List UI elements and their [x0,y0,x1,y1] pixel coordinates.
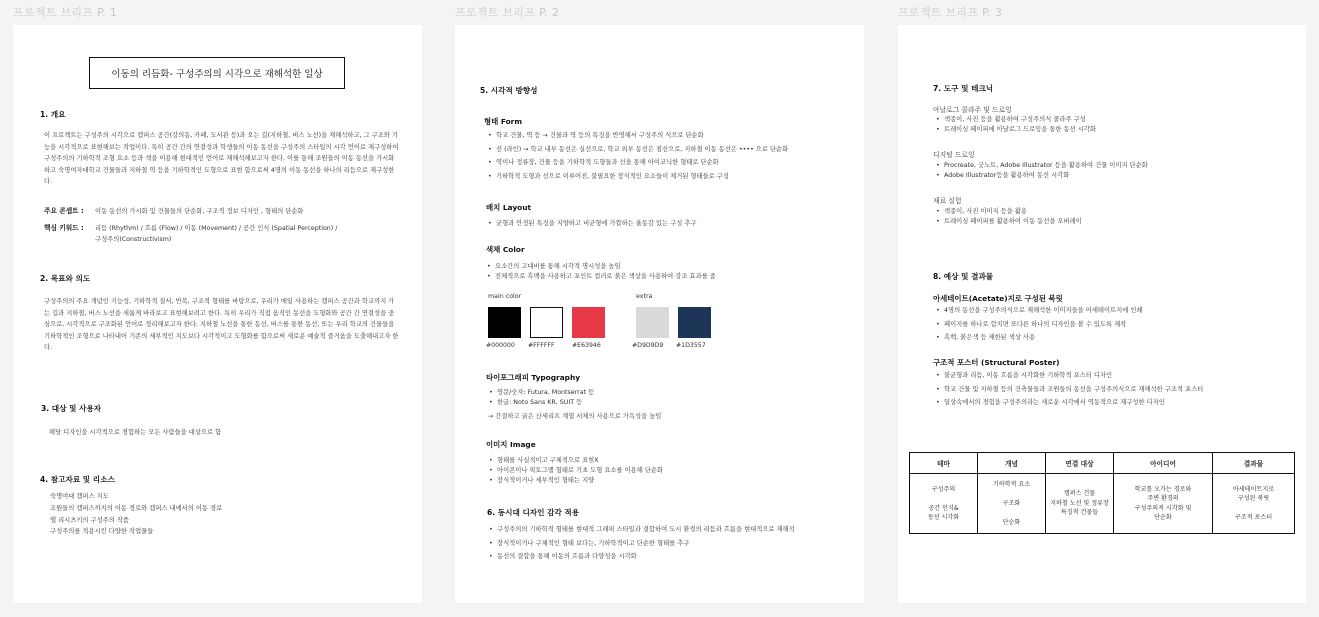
layout-heading: 배치 Layout [486,203,532,212]
list-item: • 균형과 안정된 특징을 지양하고 비균형에 가깝하는 율동감 있는 구성 추구 [487,217,697,231]
analog-list [935,115,1096,135]
brief-page-3[interactable] [898,25,1306,603]
table-cell: 구성주의 공간 인식& 동선 시각화 [910,474,978,534]
list-item: • 학교 건물 및 지하철 등의 건축물들과 조원들의 동선을 구성주의식으로 재해석한 구조적 포스터 [935,383,1203,397]
section-2-heading: 2. 목표와 의도 [40,274,91,283]
list-item: • 4명의 동선을 구성주의식으로 재해석한 이미지들을 아세테이트지에 인쇄 [935,304,1143,318]
image-heading: 이미지 Image [486,440,536,449]
table-row [910,474,1295,534]
swatch-navy [678,307,711,338]
swatch-black [488,307,521,338]
table-cell: 아세테이트지로 구성된 북릿 구조적 포스터 [1213,474,1295,534]
brief-page-2[interactable] [455,25,864,603]
poster-list [935,369,1203,410]
section-8-heading: 8. 예상 및 결과물 [933,272,994,281]
layout-list [487,217,697,231]
keywords-key: 핵심 키워드 : [44,224,84,232]
keywords-line-2: 구성주의(Constructivism) [95,236,172,243]
digital-list [935,161,1148,181]
analog-heading: 아날로그 콜라주 및 드로잉 [933,106,1012,114]
list-item: • 한글: Noto Sans KR, SUIT 등 [488,398,594,408]
table-header-cell: 아이디어 [1114,453,1213,474]
table-header-cell: 연결 대상 [1046,453,1114,474]
list-item: • 색종이, 사진 이미지 등을 활용 [935,207,1082,217]
list-item: • 페이지를 하나로 합치면 또다른 하나의 디자인을 볼 수 있도록 제작 [935,318,1143,332]
reference-item: 조원들의 캠퍼스까지의 이동 경로와 캠퍼스 내에서의 이동 경로 [50,505,223,512]
list-item: • 영문/숫자: Futura, Montserrat 등 [488,388,594,398]
main-concept-key: 주요 콘셉트 : [44,207,84,215]
table-cell: 학교를 오가는 경로와 주변 환경의 구성주의적 시각화 및 단순화 [1114,474,1213,534]
swatch-hex-label: #FFFFFF [528,342,555,349]
swatch-hex-label: #E63946 [572,342,601,349]
page-label-1: 프로젝트 브리프 P. 1 [13,6,118,19]
section-7-heading: 7. 도구 및 테크닉 [933,84,994,93]
reference-item: 구성주의를 적용시킨 다양한 작업물들 [50,528,154,535]
list-item: • 흑백, 붉은색 등 제한된 색상 사용 [935,331,1143,345]
swatch-hex-label: #D9D9D9 [632,342,664,349]
form-list [487,129,788,183]
acetate-list [935,304,1143,345]
list-item: • 트레이싱 페이퍼를 활용하여 이동 동선을 오버레이 [935,217,1082,227]
list-item: • 요소간의 고대비를 통해 시각적 명시성을 높임 [486,262,716,272]
material-list [935,207,1082,227]
swatch-white [530,307,563,338]
section-3-heading: 3. 대상 및 사용자 [41,404,102,413]
list-item: • Procreate, 굿노트, Adobe Illustrator 등을 활용하여 건물 이미지 단순화 [935,161,1148,171]
typography-note: → 간결하고 굵은 산세리프 계열 서체의 사용으로 가독성을 높임 [488,413,662,420]
table-header-cell: 결과물 [1213,453,1295,474]
digital-heading: 디지털 드로잉 [933,151,975,159]
structural-poster-heading: 구조적 포스터 (Structural Poster) [933,358,1060,367]
section-6-list [488,523,795,564]
table-header-row [910,453,1295,474]
section-3-body: 해당 디자인을 시각적으로 경험하는 모든 사람들을 대상으로 함 [49,429,222,436]
list-item: • 장식적이거나 세부적인 형태는 지양 [488,476,663,486]
document-title: 이동의 리듬화- 구성주의의 시각으로 재해석한 일상 [89,57,345,89]
summary-table [909,452,1295,534]
list-item: • 동선의 결합을 통해 이동의 흐름과 다양성을 시각화 [488,550,795,564]
form-heading: 형태 Form [484,117,523,126]
list-item: • 전체적으로 흑백을 사용하고 포인트 컬러로 붉은 색상을 사용하여 강조 효과를 줌 [486,272,716,282]
section-4-heading: 4. 참고자료 및 리소스 [40,475,115,484]
table-cell: 캠퍼스 건물 지하철 노선 및 정류장 특징적 건물들 [1046,474,1114,534]
swatch-red [572,307,605,338]
color-heading: 색채 Color [486,245,525,254]
list-item: • 학교 건물, 역 등 → 건물과 역 등의 특징을 반영해서 구성주의 식으로 단순화 [487,129,788,143]
list-item: • 트레이싱 페이퍼에 아날로그 드로잉을 통한 동선 시각화 [935,125,1096,135]
list-item: • 구성주의의 기하학적 형태를 현대적 그래픽 스타일과 결합하여 도시 환경의 리듬과 흐름을 현대적으로 재해석 [488,523,795,537]
list-item: • 일상속에서의 경험을 구성주의라는 새로운 시각에서 역동적으로 재구성한 디자인 [935,396,1203,410]
table-header-cell: 개념 [978,453,1046,474]
list-item: • 형태를 사실적이고 구체적으로 표현X [488,456,663,466]
table-header-cell: 테마 [910,453,978,474]
page-label-3: 프로젝트 브리프 P. 3 [898,6,1003,19]
color-list [486,262,716,282]
extra-color-label: extra [636,293,653,300]
typography-list [488,388,594,408]
reference-item: 숙명여대 캠퍼스 지도 [50,493,109,500]
list-item: • 기하학적 도형과 선으로 이루어진, 불필요한 장식적인 요소들이 제거된 형태들로 구성 [487,170,788,184]
material-heading: 재료 실험 [933,197,962,205]
keywords-line-1: 리듬 (Rhythm) / 흐름 (Flow) / 이동 (Movement) / 공간 인식 (Spatial Perception) / [95,225,338,232]
swatch-gray [636,307,669,338]
list-item: • 선 (라인) → 학교 내부 동선은 실선으로, 학교 외부 동선은 점선으로, 지하철 이동 동선은 •••• 으로 단순화 [487,143,788,157]
acetate-booklet-heading: 아세테이트(Acetate)지로 구성된 북릿 [933,294,1063,303]
swatch-hex-label: #1D3557 [676,342,706,349]
image-list [488,456,663,486]
typography-heading: 타이포그래피 Typography [486,373,581,382]
section-6-heading: 6. 동시대 디자인 감각 적용 [487,508,580,517]
table-cell: 기하학적 요소 구조화 단순화 [978,474,1046,534]
list-item: • Adobe Illustrator등을 활용하여 동선 시각화 [935,171,1148,181]
list-item: • 역이나 정류장, 건물 등을 기하학적 도형들과 선을 통해 아이코닉한 형태로 단순화 [487,156,788,170]
swatch-hex-label: #000000 [486,342,515,349]
list-item: • 장식적이거나 구체적인 형태 보다는, 기하학적이고 단순한 형태를 추구 [488,537,795,551]
main-color-label: main color [488,293,522,300]
list-item: • 색종이, 사진 등을 활용하여 구성주의식 콜라주 구성 [935,115,1096,125]
section-1-body: 이 프로젝트는 구성주의 시각으로 캠퍼스 공간(강의동, 카페, 도서관 등)과 오는 길(지하철, 버스 노선)을 재해석하고, 그 구조와 기능을 시각적으로 표현해보는 작업이다. 특히 공간 간의 연결성과 학생들의 이동 동선을 구성주의 스타일의 시각 언어로 재구성하여 구성주의의 기하학적 조형 요소 등과 색을 이용해 현대적인 언어로 재해석해보고자 한다. 이를 통해 조원들의 이동 동선을 가시화 하고 숙명여자대학교 건물들과 지하철 역 등을 기하학적인 도형으로 표현 함으로써 4명의 이동 동선을 하나의 리듬으로 재구성한다. [44,132,399,185]
section-2-body: 구성주의의 주요 개념인 기능성, 기하학적 질서, 반복, 구조적 형태를 바탕으로, 우리가 매일 사용하는 캠퍼스 공간과 학교까지 가는 길과 지하철, 버스 노선을 새롭게 바라보고 표현해보려고 한다. 특히 우리가 직접 움직인 동선을 도형화와 공간 간 연결성을 중심으로, 시각적으로 구조화된 언어로 정리해보고자 한다. 지하철 노선을 통한 동선, 버스를 통한 동선, 또는 우리 학교의 건물들을 기하학적인 조형으로 나타내어 기존의 세부적인 지도보다 시각적이고 도형화를 함으로써 새로운 예술적 즐거움을 도출해내고자 한다. [44,298,399,351]
list-item: • 아이콘이나 픽토그램 형태로 기초 도형 요소를 이용해 단순화 [488,466,663,476]
main-concept-value: 이동 동선의 가시화 및 건물들의 단순화, 구조적 정보 디자인 , 형태의 단순화 [95,208,304,215]
page-label-2: 프로젝트 브리프 P. 2 [455,6,560,19]
brief-page-1[interactable] [13,25,422,603]
section-1-heading: 1. 개요 [40,110,66,119]
list-item: • 불균형과 리듬, 이동 흐름을 시각화한 기하학적 포스터 디자인 [935,369,1203,383]
section-5-heading: 5. 시각적 방향성 [480,86,538,95]
reference-item: 엘 리시츠키의 구성주의 작품 [50,517,129,524]
